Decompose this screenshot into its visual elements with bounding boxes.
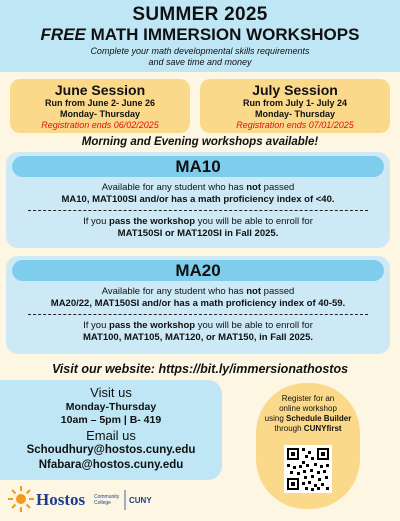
pass-text-post: you will be able to enroll for — [197, 216, 313, 227]
register-line-4 — [256, 424, 360, 434]
session-registration-deadline: Registration ends 06/02/2025 — [41, 120, 159, 130]
register-box — [256, 383, 360, 509]
availability-note: Morning and Evening workshops available! — [81, 136, 319, 148]
logo-sub-1: Community — [94, 494, 120, 500]
course-eligibility-line-1 — [6, 286, 390, 298]
eligibility-text: Available for any student who has — [101, 286, 244, 297]
register-text: through — [274, 424, 302, 433]
session-title: July Session — [252, 82, 338, 98]
website-link[interactable]: Visit our website: https://bit.ly/immersionathostos — [51, 362, 349, 376]
page-subtitle — [0, 25, 400, 45]
pass-text-bold: pass the workshop — [109, 320, 196, 331]
session-days: Monday- Thursday — [59, 109, 140, 119]
course-enroll-line: MAT150SI or MAT120SI in Fall 2025. — [117, 228, 279, 239]
register-line-1: Register for an — [281, 394, 335, 403]
schedule-builder-label: Schedule Builder — [286, 414, 352, 423]
contact-hours: 10am – 5pm | B- 419 — [60, 414, 162, 426]
june-session-card — [10, 79, 190, 133]
session-days: Monday- Thursday — [254, 109, 335, 119]
header-banner — [0, 0, 400, 72]
july-session-card — [200, 79, 390, 133]
session-registration-deadline: Registration ends 07/01/2025 — [236, 120, 354, 130]
tagline — [40, 46, 360, 68]
visit-label: Visit us — [90, 385, 132, 400]
course-title: MA10 — [12, 156, 384, 177]
pass-text-pre: If you — [83, 320, 107, 331]
course-pass-line — [6, 320, 390, 332]
session-title: June Session — [54, 82, 146, 98]
eligibility-not: not — [246, 182, 262, 193]
course-pass-line — [6, 216, 390, 228]
tagline-line-2: and save time and money — [148, 57, 252, 67]
cuny-mark: CUNY — [129, 496, 152, 505]
email-link-1[interactable]: Schoudhury@hostos.cuny.edu — [26, 444, 196, 456]
dashed-divider — [28, 210, 368, 211]
cunyfirst-label: CUNYfirst — [303, 424, 342, 433]
eligibility-not: not — [246, 286, 262, 297]
eligibility-text-end: passed — [263, 286, 295, 297]
hostos-logo — [8, 482, 158, 516]
pass-text-pre: If you — [83, 216, 107, 227]
hostos-logo-graphic — [8, 482, 158, 516]
contact-days: Monday-Thursday — [65, 401, 157, 413]
register-text: using — [264, 414, 284, 423]
register-line-2: online workshop — [279, 404, 337, 413]
logo-name: Hostos — [36, 490, 86, 509]
logo-sub-2: College — [94, 500, 111, 506]
eligibility-text-end: passed — [263, 182, 295, 193]
course-enroll-line: MAT100, MAT105, MAT120, or MAT150, in Fall 2025. — [82, 332, 313, 343]
subtitle-free: FREE — [40, 25, 86, 44]
contact-box — [0, 380, 222, 480]
qr-code-icon[interactable] — [284, 445, 332, 493]
register-line-3 — [256, 414, 360, 424]
session-run-dates: Run from June 2- June 26 — [44, 98, 156, 108]
sun-icon — [8, 486, 34, 512]
course-eligibility-line-1 — [6, 182, 390, 194]
pass-text-bold: pass the workshop — [109, 216, 196, 227]
dashed-divider — [28, 314, 368, 315]
email-label: Email us — [86, 428, 136, 443]
course-card-ma10 — [6, 152, 390, 248]
course-card-ma20 — [6, 256, 390, 354]
page-title: SUMMER 2025 — [132, 4, 268, 25]
course-title: MA20 — [12, 260, 384, 281]
eligibility-text: Available for any student who has — [101, 182, 244, 193]
subtitle-rest: MATH IMMERSION WORKSHOPS — [90, 25, 360, 44]
course-eligibility-line-2: MA20/22, MAT150SI and/or has a math proficiency index of 40-59. — [50, 298, 346, 309]
tagline-line-1: Complete your math developmental skills requirements — [90, 46, 310, 56]
session-run-dates: Run from July 1- July 24 — [242, 98, 348, 108]
course-eligibility-line-2: MA10, MAT100SI and/or has a math proficiency index of <40. — [61, 194, 335, 205]
pass-text-post: you will be able to enroll for — [197, 320, 313, 331]
email-link-2[interactable]: Nfabara@hostos.cuny.edu — [38, 459, 184, 471]
